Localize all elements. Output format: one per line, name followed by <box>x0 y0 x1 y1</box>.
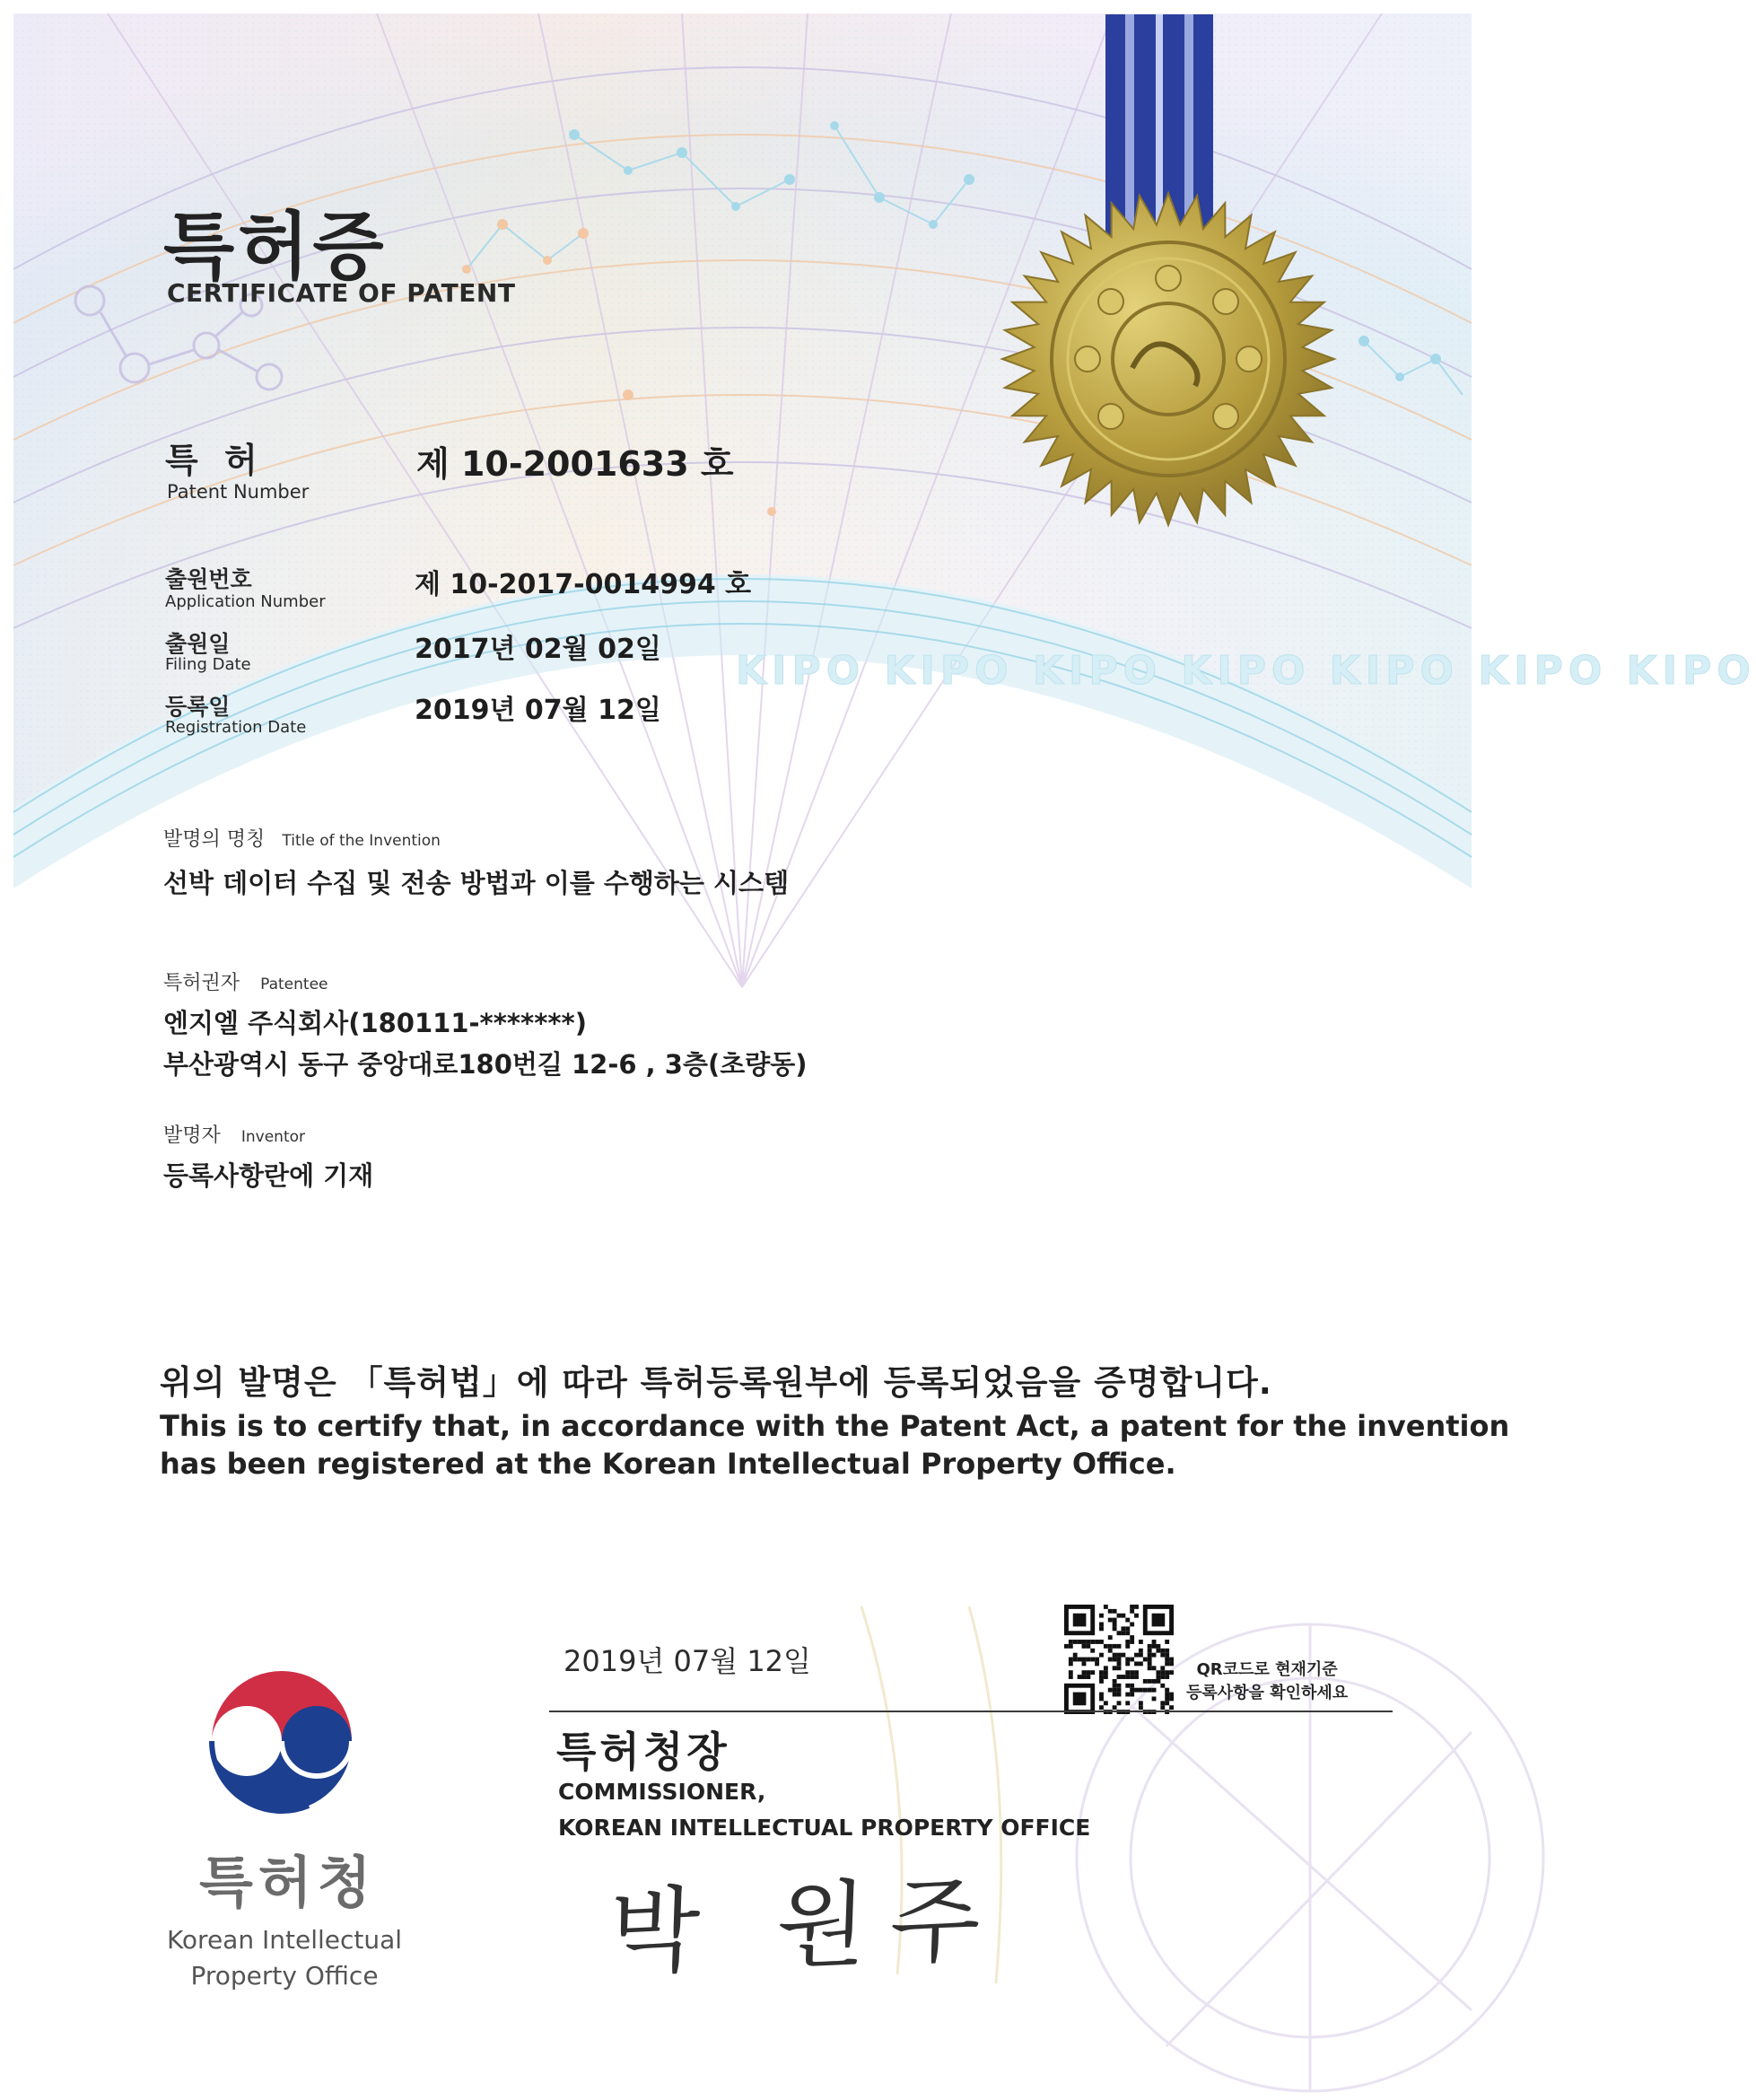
inventor-label-ko: 발명자 <box>163 1124 221 1147</box>
patentee-heading <box>163 967 328 995</box>
statement-en-line2: has been registered at the Korean Intellectual Property Office. <box>160 1447 1176 1481</box>
filing-date-label-en: Filing Date <box>165 655 251 674</box>
patent-number-label-ko: 특 허 <box>165 441 265 480</box>
qr-note-line1: QR코드로 현재기준 <box>1196 1660 1338 1679</box>
kipo-name-en-line1: Korean Intellectual <box>166 1925 403 1955</box>
kipo-name-ko: 특허청 <box>199 1850 377 1915</box>
qr-note-line2: 등록사항을 확인하세요 <box>1186 1684 1349 1702</box>
certificate-title-en: CERTIFICATE OF PATENT <box>167 278 516 308</box>
signature-divider <box>549 1711 1393 1712</box>
inventor-heading <box>163 1120 305 1148</box>
kipo-name-en-line2: Property Office <box>190 1961 379 1991</box>
gold-seal <box>998 188 1339 529</box>
qr-code[interactable] <box>1064 1605 1174 1714</box>
qr-finder-pattern <box>1066 1606 1092 1632</box>
kipo-name-en <box>154 1922 415 1994</box>
statement-ko: 위의 발명은 「특허법」에 따라 특허등록원부에 등록되었음을 증명합니다. <box>160 1363 1272 1402</box>
qr-note <box>1186 1658 1348 1705</box>
commissioner-title-ko: 특허청장 <box>556 1728 730 1776</box>
certificate-title-ko: 특허증 <box>163 205 388 290</box>
inventor-value: 등록사항란에 기재 <box>163 1160 374 1191</box>
patentee-label-en: Patentee <box>260 976 328 993</box>
registration-date-label-en: Registration Date <box>165 718 307 737</box>
patentee-address: 부산광역시 동구 중앙대로180번길 12-6 , 3층(초량동) <box>163 1049 808 1080</box>
application-number-value: 제 10-2017-0014994 호 <box>415 569 752 600</box>
commissioner-title-en-line2: KOREAN INTELLECTUAL PROPERTY OFFICE <box>558 1815 1091 1841</box>
filing-date-value: 2017년 02월 02일 <box>415 634 661 665</box>
inventor-label-en: Inventor <box>240 1128 305 1146</box>
qr-finder-pattern <box>1145 1606 1171 1632</box>
filing-date-label-ko: 출원일 <box>165 631 231 657</box>
invention-title-label-en: Title of the Invention <box>282 832 441 850</box>
commissioner-title-en-line1: COMMISSIONER, <box>558 1779 766 1805</box>
registration-date-value: 2019년 07월 12일 <box>415 695 661 726</box>
kipo-watermark: KIPO KIPO KIPO KIPO KIPO KIPO KIPO <box>736 648 1756 694</box>
invention-title-value: 선박 데이터 수집 및 전송 방법과 이를 수행하는 시스템 <box>163 868 790 898</box>
issue-date: 2019년 07월 12일 <box>563 1644 811 1678</box>
invention-title-label-ko: 발명의 명칭 <box>163 828 266 851</box>
invention-title-heading <box>163 824 441 852</box>
patentee-name: 엔지엘 주식회사(180111-*******) <box>163 1008 587 1038</box>
patentee-label-ko: 특허권자 <box>163 972 240 994</box>
registration-date-label-ko: 등록일 <box>165 694 231 720</box>
qr-finder-pattern <box>1066 1685 1092 1711</box>
patent-number-value: 제 10-2001633 호 <box>416 444 734 484</box>
application-number-label-ko: 출원번호 <box>165 566 252 592</box>
patent-number-label-en: Patent Number <box>167 481 310 503</box>
application-number-label-en: Application Number <box>165 592 326 611</box>
statement-en-line1: This is to certify that, in accordance with the Patent Act, a patent for the invention <box>160 1409 1510 1443</box>
taegeuk-logo-icon <box>192 1642 371 1822</box>
commissioner-signature: 박 원주 <box>607 1864 1006 1988</box>
